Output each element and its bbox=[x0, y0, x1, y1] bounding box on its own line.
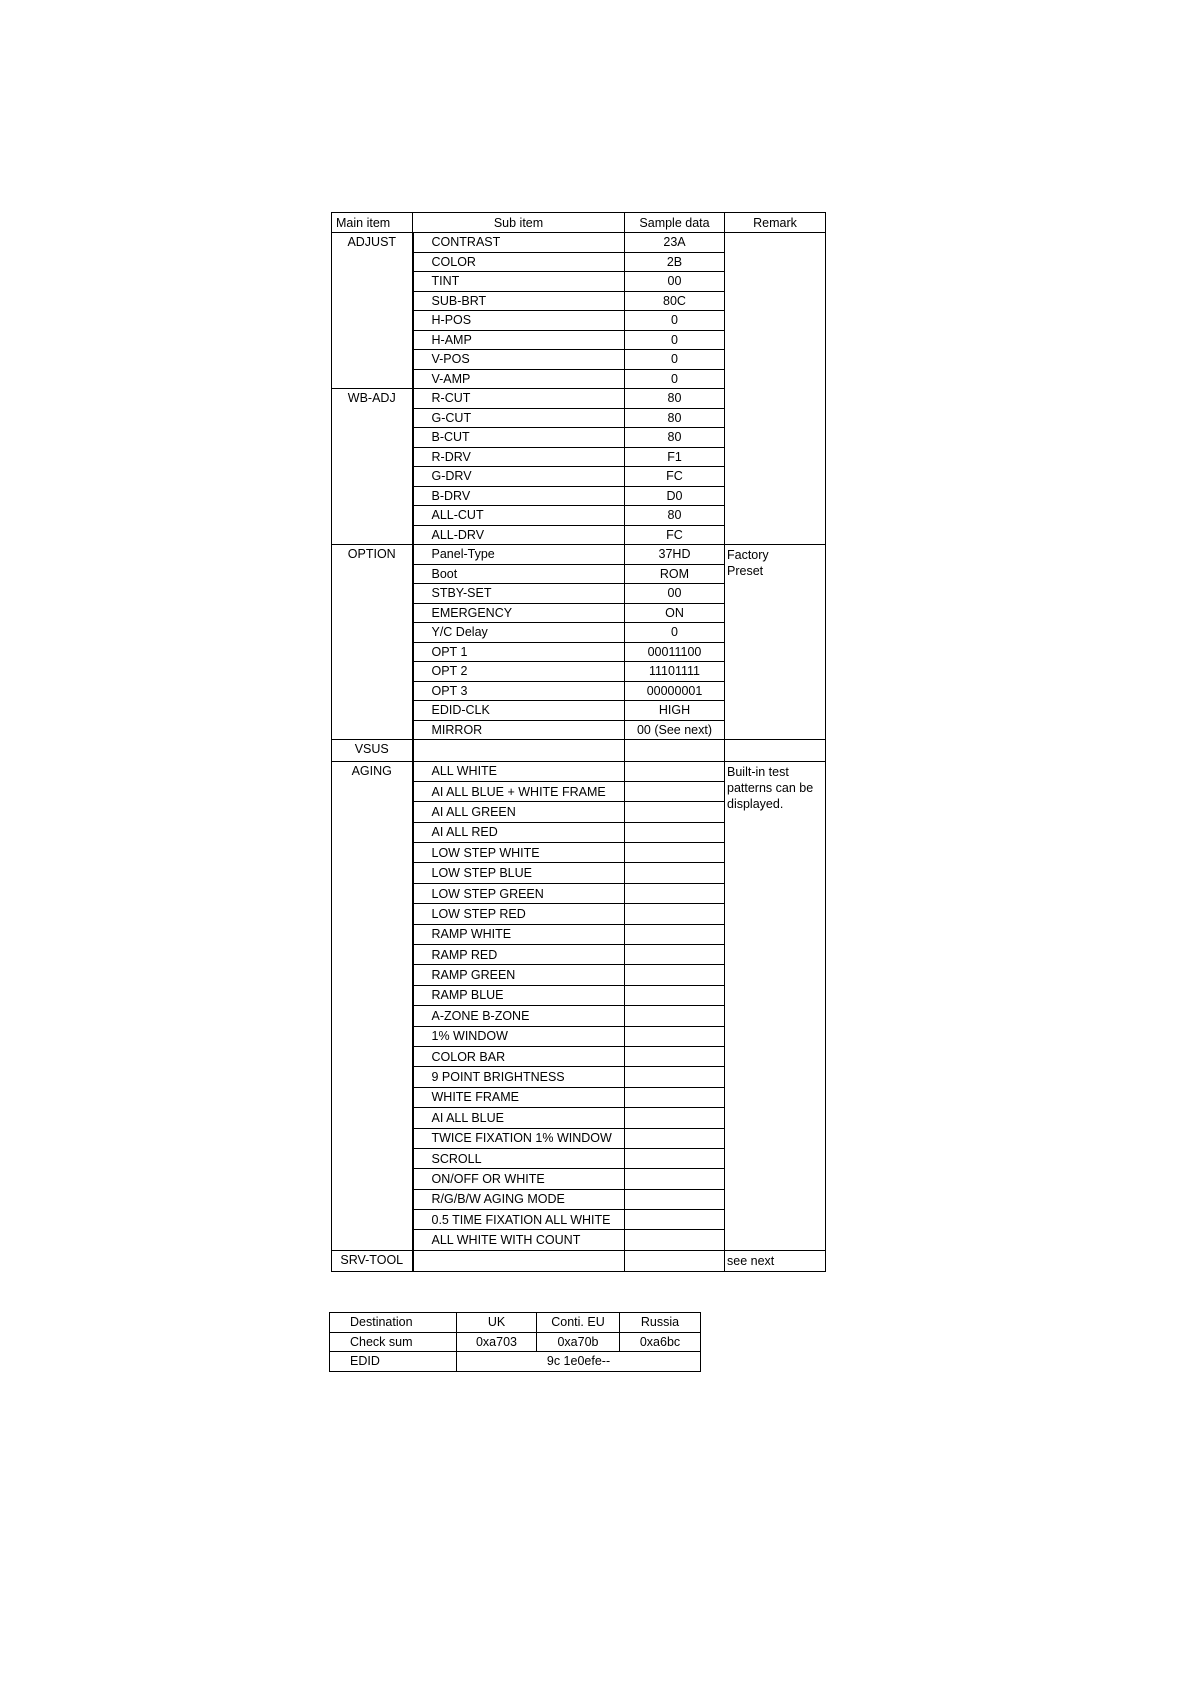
table-header-row bbox=[332, 213, 826, 233]
sub-item: B-CUT bbox=[413, 428, 625, 448]
sample-data bbox=[625, 985, 725, 1005]
remark-text: Factory bbox=[727, 548, 769, 562]
sub-item: R-CUT bbox=[413, 389, 625, 409]
sub-item: R-DRV bbox=[413, 447, 625, 467]
sample-data: 00000001 bbox=[625, 681, 725, 701]
sample-data bbox=[625, 843, 725, 863]
sub-item bbox=[413, 1250, 625, 1271]
table-row bbox=[332, 740, 826, 762]
sub-item: RAMP GREEN bbox=[413, 965, 625, 985]
table-row bbox=[332, 233, 826, 253]
sub-item: RAMP BLUE bbox=[413, 985, 625, 1005]
sample-data: 0 bbox=[625, 623, 725, 643]
checksum-russia: 0xa6bc bbox=[620, 1332, 701, 1352]
sample-data bbox=[625, 1108, 725, 1128]
sample-data: 00 bbox=[625, 584, 725, 604]
sub-item: TWICE FIXATION 1% WINDOW bbox=[413, 1128, 625, 1148]
sub-item: COLOR bbox=[413, 252, 625, 272]
sub-item: LOW STEP GREEN bbox=[413, 883, 625, 903]
header-main-item: Main item bbox=[332, 213, 413, 233]
sub-item bbox=[413, 740, 625, 762]
remark-adjust-wb bbox=[725, 233, 826, 545]
destination-conti-eu: Conti. EU bbox=[537, 1313, 620, 1333]
destination-uk: UK bbox=[457, 1313, 537, 1333]
checksum-table bbox=[329, 1312, 701, 1372]
sample-data bbox=[625, 924, 725, 944]
sample-data: FC bbox=[625, 525, 725, 545]
sample-data bbox=[625, 945, 725, 965]
table-row bbox=[332, 545, 826, 565]
sub-item: 1% WINDOW bbox=[413, 1026, 625, 1046]
sample-data bbox=[625, 1067, 725, 1087]
sub-item: LOW STEP RED bbox=[413, 904, 625, 924]
sample-data bbox=[625, 1189, 725, 1209]
sample-data bbox=[625, 1210, 725, 1230]
sample-data: 80 bbox=[625, 408, 725, 428]
sub-item: 0.5 TIME FIXATION ALL WHITE bbox=[413, 1210, 625, 1230]
sample-data bbox=[625, 1026, 725, 1046]
main-item-wb-adj: WB-ADJ bbox=[332, 389, 413, 545]
sample-data: HIGH bbox=[625, 701, 725, 721]
sub-item: G-DRV bbox=[413, 467, 625, 487]
sub-item: V-AMP bbox=[413, 369, 625, 389]
sub-item: MIRROR bbox=[413, 720, 625, 740]
header-sample-data: Sample data bbox=[625, 213, 725, 233]
sub-item: AI ALL BLUE + WHITE FRAME bbox=[413, 781, 625, 801]
sub-item: AI ALL RED bbox=[413, 822, 625, 842]
sub-item: LOW STEP WHITE bbox=[413, 843, 625, 863]
sub-item: RAMP WHITE bbox=[413, 924, 625, 944]
sample-data: ROM bbox=[625, 564, 725, 584]
remark-aging bbox=[725, 761, 826, 1250]
sub-item: EMERGENCY bbox=[413, 603, 625, 623]
sub-item: Boot bbox=[413, 564, 625, 584]
checksum-conti-eu: 0xa70b bbox=[537, 1332, 620, 1352]
sub-item: SCROLL bbox=[413, 1148, 625, 1168]
sample-data bbox=[625, 1250, 725, 1271]
sample-data bbox=[625, 904, 725, 924]
edid-value: 9c 1e0efe-- bbox=[457, 1352, 701, 1372]
sample-data bbox=[625, 740, 725, 762]
main-item-aging: AGING bbox=[332, 761, 413, 1250]
service-menu-table bbox=[331, 212, 826, 1272]
sample-data: 2B bbox=[625, 252, 725, 272]
sample-data bbox=[625, 1169, 725, 1189]
sample-data: 0 bbox=[625, 350, 725, 370]
destination-label: Destination bbox=[330, 1313, 457, 1333]
sub-item: OPT 2 bbox=[413, 662, 625, 682]
main-item-adjust: ADJUST bbox=[332, 233, 413, 389]
sample-data: F1 bbox=[625, 447, 725, 467]
sample-data: 11101111 bbox=[625, 662, 725, 682]
sub-item: Panel-Type bbox=[413, 545, 625, 565]
sample-data bbox=[625, 1046, 725, 1066]
remark-text: displayed. bbox=[727, 796, 784, 811]
sample-data: 80 bbox=[625, 428, 725, 448]
remark-text: patterns can be bbox=[727, 780, 814, 795]
sub-item: ON/OFF OR WHITE bbox=[413, 1169, 625, 1189]
sample-data: 0 bbox=[625, 330, 725, 350]
sub-item: COLOR BAR bbox=[413, 1046, 625, 1066]
sample-data: 0 bbox=[625, 369, 725, 389]
sub-item: TINT bbox=[413, 272, 625, 292]
main-item-srv-tool: SRV-TOOL bbox=[332, 1250, 413, 1271]
sub-item: WHITE FRAME bbox=[413, 1087, 625, 1107]
destination-russia: Russia bbox=[620, 1313, 701, 1333]
sub-item: ALL WHITE WITH COUNT bbox=[413, 1230, 625, 1250]
sub-item: LOW STEP BLUE bbox=[413, 863, 625, 883]
sample-data: FC bbox=[625, 467, 725, 487]
main-item-option: OPTION bbox=[332, 545, 413, 740]
remark-option bbox=[725, 545, 826, 740]
remark-srv-tool: see next bbox=[725, 1250, 826, 1271]
main-item-vsus: VSUS bbox=[332, 740, 413, 762]
remark-text: Built-in test bbox=[727, 764, 789, 779]
sample-data bbox=[625, 1148, 725, 1168]
sub-item: V-POS bbox=[413, 350, 625, 370]
sample-data: 37HD bbox=[625, 545, 725, 565]
sample-data: D0 bbox=[625, 486, 725, 506]
sample-data bbox=[625, 883, 725, 903]
sample-data: 00 (See next) bbox=[625, 720, 725, 740]
edid-label: EDID bbox=[330, 1352, 457, 1372]
sub-item: OPT 3 bbox=[413, 681, 625, 701]
sample-data bbox=[625, 822, 725, 842]
sample-data bbox=[625, 1230, 725, 1250]
sub-item: Y/C Delay bbox=[413, 623, 625, 643]
sub-item: ALL-CUT bbox=[413, 506, 625, 526]
sample-data: 0 bbox=[625, 311, 725, 331]
sample-data bbox=[625, 802, 725, 822]
table-row bbox=[330, 1352, 701, 1372]
checksum-label: Check sum bbox=[330, 1332, 457, 1352]
sample-data: 80C bbox=[625, 291, 725, 311]
sub-item: A-ZONE B-ZONE bbox=[413, 1006, 625, 1026]
sub-item: H-POS bbox=[413, 311, 625, 331]
sub-item: 9 POINT BRIGHTNESS bbox=[413, 1067, 625, 1087]
remark-text: Preset bbox=[727, 564, 764, 578]
sample-data bbox=[625, 965, 725, 985]
sub-item: AI ALL BLUE bbox=[413, 1108, 625, 1128]
sample-data: 23A bbox=[625, 233, 725, 253]
sub-item: H-AMP bbox=[413, 330, 625, 350]
sub-item: CONTRAST bbox=[413, 233, 625, 253]
sample-data: 80 bbox=[625, 389, 725, 409]
sample-data: 00 bbox=[625, 272, 725, 292]
sub-item: G-CUT bbox=[413, 408, 625, 428]
sample-data bbox=[625, 1006, 725, 1026]
sub-item: ALL-DRV bbox=[413, 525, 625, 545]
header-remark: Remark bbox=[725, 213, 826, 233]
sub-item: R/G/B/W AGING MODE bbox=[413, 1189, 625, 1209]
sub-item: STBY-SET bbox=[413, 584, 625, 604]
header-sub-item: Sub item bbox=[413, 213, 625, 233]
sample-data bbox=[625, 1087, 725, 1107]
table-row bbox=[332, 1250, 826, 1271]
sub-item: AI ALL GREEN bbox=[413, 802, 625, 822]
sub-item: SUB-BRT bbox=[413, 291, 625, 311]
sub-item: ALL WHITE bbox=[413, 761, 625, 781]
sample-data bbox=[625, 863, 725, 883]
sample-data bbox=[625, 761, 725, 781]
sample-data bbox=[625, 1128, 725, 1148]
table-row bbox=[330, 1313, 701, 1333]
sample-data: 00011100 bbox=[625, 642, 725, 662]
sub-item: B-DRV bbox=[413, 486, 625, 506]
sub-item: EDID-CLK bbox=[413, 701, 625, 721]
table-row bbox=[330, 1332, 701, 1352]
table-row bbox=[332, 761, 826, 781]
sample-data: ON bbox=[625, 603, 725, 623]
sample-data: 80 bbox=[625, 506, 725, 526]
checksum-uk: 0xa703 bbox=[457, 1332, 537, 1352]
sub-item: OPT 1 bbox=[413, 642, 625, 662]
sample-data bbox=[625, 781, 725, 801]
remark-vsus bbox=[725, 740, 826, 762]
sub-item: RAMP RED bbox=[413, 945, 625, 965]
